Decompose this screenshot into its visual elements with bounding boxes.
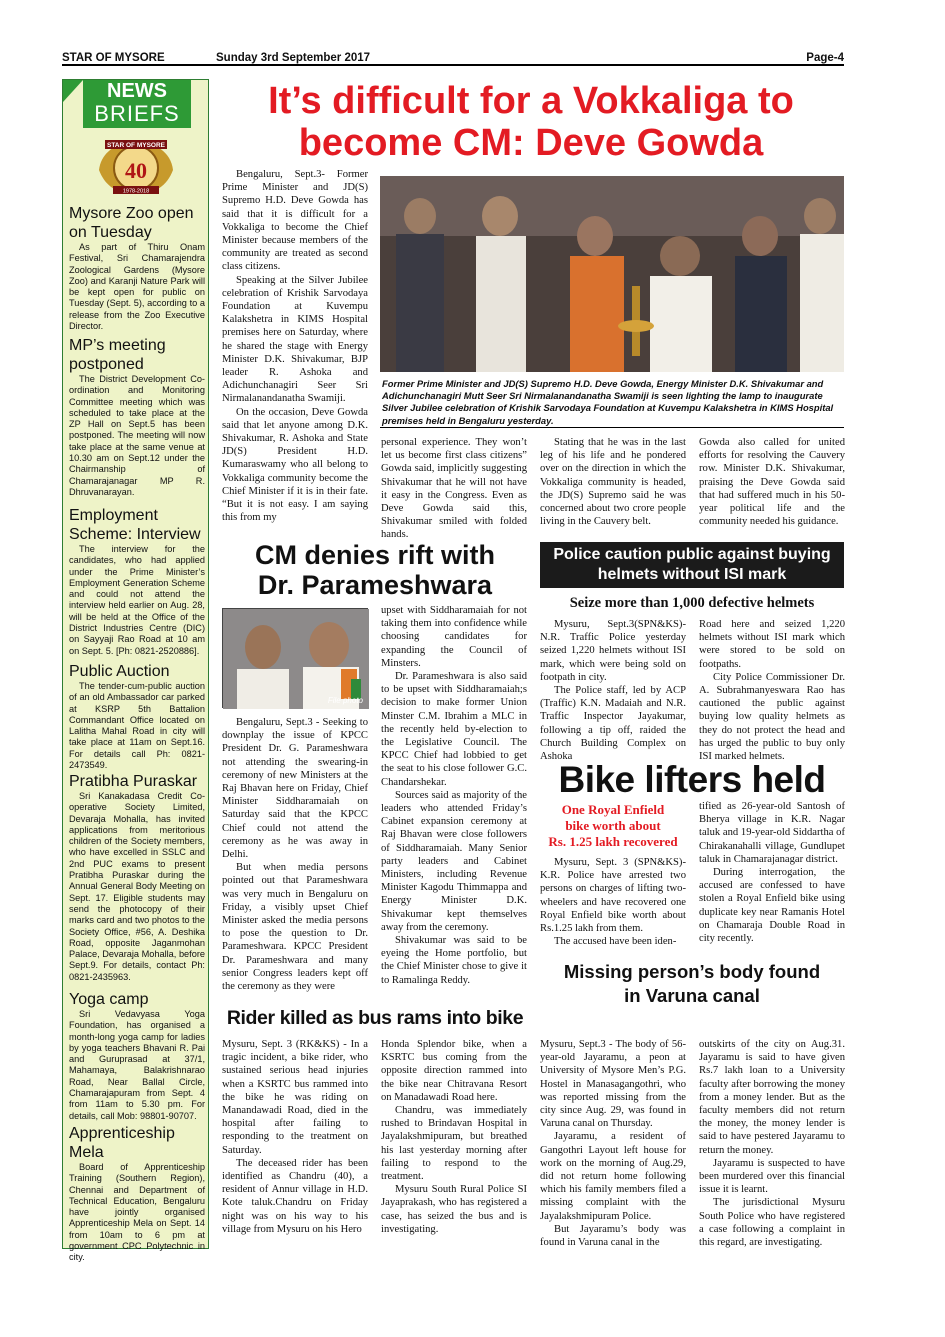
brief-text: Sri Kanakadasa Credit Co-operative Society Limited, Devaraja Mohalla, has invited applications from meritorious children of the Society members, who have excelled in SSLC and 2nd PUC exams to present Pratibha Puraskar during the Annual General Body Meeting on Sept. 17. Eligible students may send the photocopy of their marks card and two photos to the Society Office, #56, A. Deshika Road, opposite Jaganmohan Palace, Devaraja Mohalla, before Sept.9. For details, contact Ph: 0821-2435963.	[69, 791, 205, 982]
lead-column-3: Stating that he was in the last leg of his life and he pondered over on the direction in which the Vokkaliga community is headed, the JD(S) Supremo said he was concerned about two crore people living in the Cauvery belt.	[540, 437, 686, 528]
missing-headline: Missing person’s body found in Varuna canal	[563, 961, 821, 1006]
brief-text: The interview for the candidates, who had applied under the Prime Minister’s Employment Generation Scheme and could not attend the interview held earlier on Aug. 28, will be held at the Office of the District Industries Centre (DIC) on Sayyaji Rao Road at 10 am on Sept. 5. [Ph: 0821-2520886].	[69, 544, 205, 656]
cm-photo	[222, 608, 368, 708]
news-briefs-title: NEWS BRIEFS	[83, 80, 191, 128]
brief-apprenticeship	[69, 1124, 205, 1264]
lead-column-1: Bengaluru, Sept.3- Former Prime Minister and JD(S) Supremo H.D. Deve Gowda has said that it is difficult for a Vokkaliga to become the Chief Minister because members of the community are treated as second class citizens. Speaking at the Silver Jubilee celebration of Krishik Sarvodaya Foundation at Kuvempu Kalakshetra in KIMS Hospital premises here on Saturday, where he shared the stage with Energy Minister D.K. Shivakumar, BJP leader R. Ashoka and Adichunchanagiri Seer Sri Nirmalanandanatha Swamiji. On the occasion, Deve Gowda said that let anyone among D.K. Shivakumar, R. Ashoka and State JD(S) President H.D. Kumaraswamy who all belong to Vokkaliga community become the Chief Minister if it is in their fate. “But it is not easy. I am saying this from my	[222, 169, 368, 524]
news-briefs-sidebar	[62, 79, 209, 1263]
bike-lifters-subhead: One Royal Enfield bike worth about Rs. 1.25 lakh recovered	[548, 802, 678, 849]
brief-text: The District Development Co-ordination and Monitoring Committee meeting which was scheduled to take place at the ZP Hall on Sept.5 has been postponed. The meeting will now take place at the same venue at 10.30 am on Sept.12 under the Chairmanship of Chamarajanagar MP R. Dhruvanarayan.	[69, 374, 205, 497]
bike-lifters-headline: Bike lifters held	[558, 759, 826, 800]
brief-heading: Mysore Zoo open on Tuesday	[69, 205, 194, 241]
brief-public-auction	[69, 662, 205, 771]
bike-lifters-column-1: Mysuru, Sept. 3 (SPN&KS)- K.R. Police have arrested two persons on charges of lifting two-wheelers and have recovered one Royal Enfield bike worth about Rs.1.25 lakh from them. The accused have been iden-	[540, 857, 686, 948]
brief-pratibha-puraskar	[69, 772, 205, 983]
brief-text: Board of Apprenticeship Training (Southern Region), Chennai and Department of Technical Education, Bengaluru have jointly organised Apprenticeship Mela on Sept. 14 from 10am to 6 pm at government CPC Polytechnic in city.	[69, 1162, 205, 1263]
brief-heading: Apprenticeship Mela	[69, 1125, 175, 1161]
caption-divider	[380, 427, 844, 428]
lead-photo	[380, 176, 844, 372]
seal-number: 40	[125, 158, 147, 183]
police-column-1: Mysuru, Sept.3(SPN&KS)- N.R. Traffic Police yesterday seized 1,220 helmets without ISI mark, which were being sold on footpath in city. The Police staff, led by ACP (Traffic) K.N. Madaiah and N.R. Traffic Inspector Jayakumar, following a tip off, raided the Church Building Complex on Ashoka	[540, 619, 686, 763]
brief-employment	[69, 506, 205, 657]
rider-column-1: Mysuru, Sept. 3 (RK&KS) - In a tragic incident, a bike rider, who sustained serious head injuries when a KSRTC bus rammed into the bike he was riding on Manandawadi Road, died in the hospital after failing to responding to the treatment on Saturday. The deceased rider has been identified as Chandru (40), a resident of Annur village in H.D. Kote taluk.Chandru on Friday night was on his way to his village from Mysuru on his Hero	[222, 1039, 368, 1235]
brief-text: Sri Vedavyasa Yoga Foundation, has organised a month-long yoga camp for ladies by yoga teachers Bhavani R. Pai and Guruprasad at 37/1, Mahamaya, Balakrishnarao Road, Near Ballal Circle, Chamarajapuram from Sept. 4 from 11am to 5.30 pm. For details, call Mob: 98801-90707.	[69, 1009, 205, 1121]
brief-zoo	[69, 204, 205, 332]
seal-top-text: STAR OF MYSORE	[106, 142, 166, 149]
brief-heading: Yoga camp	[69, 991, 149, 1008]
police-headline: Police caution public against buying helmets without ISI mark	[540, 542, 844, 588]
brief-text: The tender-cum-public auction of an old Ambassador car parked at KSRP 5th Battalion Commandant Office located on Lalitha Mahal Road in city will take place at 11am on Sept.16. For details call Ph: 0821-2473549.	[69, 681, 205, 771]
brief-text: As part of Thiru Onam Festival, Sri Chamarajendra Zoological Gardens (Mysore Zoo) and Karanji Nature Park will be kept open for public on Tuesday (Sept. 5), according to a release from the Zoo Executive Director.	[69, 242, 205, 332]
paper-name: STAR OF MYSORE	[62, 52, 165, 64]
lamp-lighting-photo-icon	[380, 176, 844, 372]
missing-column-1: Mysuru, Sept.3 - The body of 56-year-old Jayaramu, a peon at University of Mysore Men’s P.G. Hostel in Manasagangothri, who was reported missing from the city since Aug. 29, was found in Varuna canal on Thursday. Jayaramu, a resident of Gangothri Layout left house for work on the morning of Aug.29, did not return home following which his family members filed a missing complaint with the Jayalakshmipuram Police. But Jayaramu’s body was found in Varuna canal in the	[540, 1039, 686, 1249]
cm-headline: CM denies rift with Dr. Parameshwara	[254, 540, 495, 600]
bike-lifters-column-2: tified as 26-year-old Santosh of Bherya village in K.R. Nagar taluk and 19-year-old Siddartha of Chirakanahalli village, Gundlupet taluk in Chamarajanagar district. During interrogation, the accused are confessed to have stolen a Royal Enfield bike using duplicate key near Ramanis Hotel on Chamaraja Double Road in city recently.	[699, 801, 845, 945]
cm-column-2: upset with Siddharamaiah for not taking them into confidence while choosing candidates for expanding the Council of Minsters. Dr. Parameshwara is also said to be upset with Siddharamaiah;s decision to make former Union Minster C.M. Ibrahim a MLC in the recently held by-election to the Legislative Council. The KPCC Chief had lobbied to get the seat to his close follower G.C. Chandarshekar. Sources said as majority of the leaders who attended Friday’s Cabinet expansion ceremony at Raj Bhavan were close followers of Siddharamaiah. Many Senior party leaders and Cabinet Ministers, including Revenue Minister Kagodu Thimmappa and Energy Minister D.K. Shivakumar kept themselves away from the ceremony. Shivakumar was said to be eyeing the Home portfolio, but the Chief Minister chose to give it to Ramalinga Reddy.	[381, 605, 527, 986]
brief-mp-meeting	[69, 336, 205, 498]
leaders-photo-icon	[223, 609, 369, 709]
rider-column-2: Honda Splendor bike, when a KSRTC bus coming from the opposite direction rammed into the bike near Chitravana Resort on Manadawadi Road here. Chandru, was immediately rushed to Brindavan Hospital in Jayalakshmipuram, but breathed his last yesterday morning after failing to respond to the treatment. Mysuru South Rural Police SI Jayaprakash, who has registered a case, has seized the bus and is investigating.	[381, 1039, 527, 1235]
brief-heading: Employment Scheme: Interview	[69, 507, 201, 543]
brief-heading: Pratibha Puraskar	[69, 773, 198, 790]
corner-decoration	[63, 80, 83, 102]
seal-years: 1978-2018	[122, 188, 150, 195]
anniversary-seal-icon	[91, 136, 181, 200]
lead-column-4: Gowda also called for united efforts for resolving the Cauvery row. Minister D.K. Shivakumar, praising the Deve Gowda said that had suffered much in his 50-year political life and the community needed his guidance.	[699, 437, 845, 528]
missing-column-2: outskirts of the city on Aug.31. Jayaramu is said to have given Rs.7 lakh loan to a University faculty after borrowing the money from a money lender. But as the faculty members did not return the money, the money lender is said to have pestered Jayaramu to return the money. Jayaramu is suspected to have been murdered over this financial issue it is learnt. The jurisdictional Mysuru South Police who have registered a case following a complaint in this regard, are investigating.	[699, 1039, 845, 1249]
photo-credit: File photo	[327, 696, 363, 705]
masthead	[62, 52, 844, 66]
police-subhead: Seize more than 1,000 defective helmets	[569, 595, 815, 611]
lead-headline: It’s difficult for a Vokkaliga to become CM: Deve Gowda	[268, 80, 794, 164]
police-column-2: Road here and seized 1,220 helmets without ISI mark which were stored to be sold on footpaths. City Police Commissioner Dr. A. Subrahmanyeswara Rao has cautioned the public against buying low quality helmets as they do not protect the head and has urged the public to buy only ISI marked helmets.	[699, 619, 845, 763]
brief-yoga-camp	[69, 990, 205, 1122]
cm-column-1: Bengaluru, Sept.3 - Seeking to downplay the issue of KPCC President Dr. G. Parameshwara not attending the swearing-in ceremony of new Ministers at the Raj Bhavan here on Friday, Chief Minister Siddharamaiah on Saturday said that the KPCC Chief could not attend the ceremony as he was away in Delhi. But when media persons pointed out that Parameshwara was very much in Bengaluru on Friday, a visibly upset Chief Minister asked the media persons to pose the question to Dr. Parameshwara. KPCC President Dr. Parameshwara and many senior Congress leaders kept off the ceremony as they were	[222, 717, 368, 993]
brief-heading: Public Auction	[69, 663, 170, 680]
page-number: Page-4	[806, 52, 844, 64]
issue-date: Sunday 3rd September 2017	[216, 52, 371, 64]
rider-headline: Rider killed as bus rams into bike	[226, 1007, 524, 1029]
brief-heading: MP’s meeting postponed	[69, 337, 166, 373]
lead-photo-caption: Former Prime Minister and JD(S) Supremo H.D. Deve Gowda, Energy Minister D.K. Shivakumar and Adichunchanagiri Mutt Seer Sri Nirmalanandanatha Swamiji is seen lighting the lamp to inaugurate Silver Jubilee celebration of Krishik Sarvodaya Foundation at Kuvempu Kalakshetra in KIMS Hospital premises held in Bengaluru yesterday.	[382, 378, 834, 426]
lead-column-2: personal experience. They won’t let us become first class citizens” Gowda said, implicitly suggesting Shivakumar that he will not have it easy in the Congress. Even as Deve Gowda said this, Shivakumar smiled with folded hands.	[381, 437, 527, 541]
